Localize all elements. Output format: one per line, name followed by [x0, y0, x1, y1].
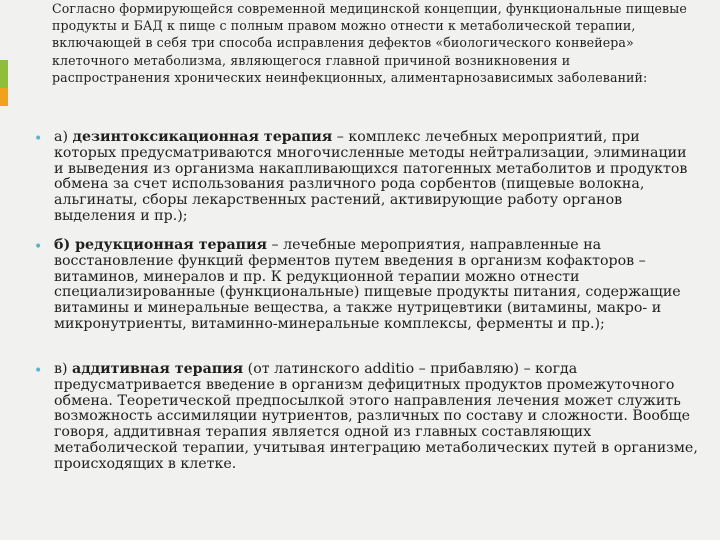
list-item: [34, 362, 698, 473]
list-item: [34, 238, 698, 333]
list-item: [34, 130, 698, 225]
item-prefix: б): [54, 237, 76, 253]
bullet-icon: •: [34, 363, 43, 379]
item-prefix: в): [54, 361, 73, 377]
list-item-text: [54, 362, 698, 473]
item-rest: – лечебные мероприятия, направленные на восстановление функций ферментов путем введения в организм кофакторов – витаминов, минералов и пр. К редукционной терапии можно отнести специализированные (функциональные) пищевые продукты питания, содержащие витамины и минеральные вещества, а также нутрицевтики (витамины, макро- и микронутриенты, витаминно-минеральные комплексы, ферменты и пр.);: [54, 237, 681, 332]
item-term: дезинтоксикационная терапия: [72, 129, 333, 145]
accent-bar-green: [0, 60, 8, 88]
bullet-icon: •: [34, 131, 43, 147]
item-term: аддитивная терапия: [72, 361, 244, 377]
intro-paragraph: Согласно формирующейся современной медицинской концепции, функциональные пищевые продукты и БАД к пище с полным правом можно отнести к метаболической терапии, включающей в себя три способа исправления дефектов «биологического конвейера» клеточного метаболизма, являющегося главной причиной возникновения и распространения хронических неинфекционных, алиментарнозависимых заболеваний:: [52, 1, 687, 85]
accent-bar-orange: [0, 88, 8, 106]
list-item-text: [54, 238, 698, 333]
list-item-text: [54, 130, 698, 225]
item-prefix: а): [54, 129, 73, 145]
bullet-icon: •: [34, 239, 43, 255]
item-term: редукционная терапия: [75, 237, 268, 253]
item-rest: – комплекс лечебных мероприятий, при которых предусматриваются многочисленные методы нейтрализации, элиминации и выведения из организма накапливающихся патогенных метаболитов и продуктов обмена за счет использования различного рода сорбентов (пищевые волокна, альгинаты, сборы лекарственных растений, активирующие работу органов выделения и пр.);: [54, 129, 688, 224]
item-rest: (от латинского additio – прибавляю) – когда предусматривается введение в организм дефицитных продуктов промежуточного обмена. Теоретической предпосылкой этого направления лечения может служить возможность ассимиляции нутриентов, различных по составу и сложности. Вообще говоря, аддитивная терапия является одной из главных составляющих метаболической терапии, учитывая интеграцию метаболических путей в организме, происходящих в клетке.: [54, 361, 698, 472]
